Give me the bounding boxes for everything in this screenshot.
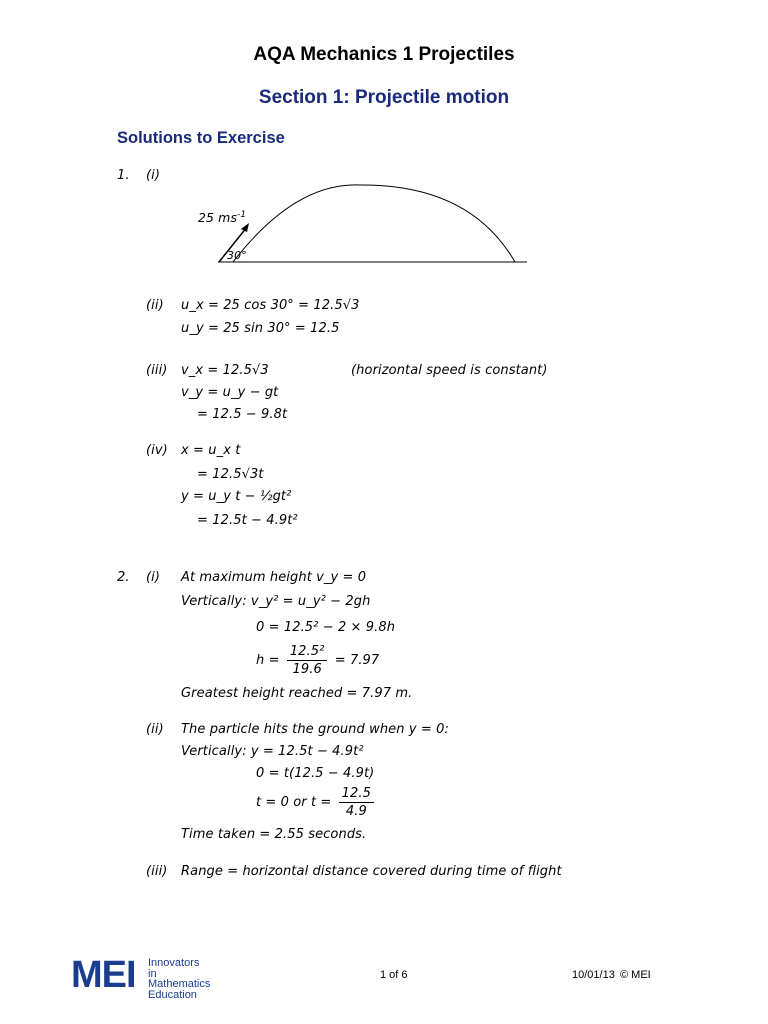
footer-date: 10/01/13	[572, 969, 615, 981]
fraction: $\frac{12.5}{4.9}$	[339, 785, 374, 820]
q1-part-iii-label: (iii)	[146, 363, 168, 378]
q1-iv-line3: y = u_y t − ½gt²	[181, 489, 292, 504]
solutions-heading: Solutions to Exercise	[117, 129, 285, 147]
fraction: $\frac{\text{12.5²}}{19.6}$	[287, 643, 328, 678]
q1-part-ii-label: (ii)	[146, 298, 164, 313]
q2-i-line2: Vertically: v_y² = u_y² − 2gh	[181, 594, 371, 609]
q2-number: 2.	[117, 570, 130, 585]
q2-i-line3: 0 = 12.5² − 2 × 9.8h	[256, 620, 396, 635]
q2-part-iii-label: (iii)	[146, 864, 168, 879]
q1-iii-line1: v_x = 12.5√3	[181, 363, 269, 378]
logo-letters: MEI	[71, 954, 136, 996]
section-title: Section 1: Projectile motion	[258, 87, 510, 108]
angle-label: 30°	[227, 249, 247, 262]
q2-i-line1: At maximum height v_y = 0	[181, 570, 367, 585]
q2-i-line5: Greatest height reached = 7.97 m.	[181, 686, 413, 701]
trajectory-curve	[233, 185, 515, 262]
q1-ii-line1: u_x = 25 cos 30° = 12.5√3	[181, 298, 360, 313]
document-title: AQA Mechanics 1 Projectiles	[253, 44, 515, 65]
q1-number: 1.	[117, 168, 130, 183]
page-number: 1 of 6	[380, 969, 408, 981]
logo-tagline: Innovators in Mathematics Education	[148, 957, 211, 1001]
q1-iv-line4: = 12.5t − 4.9t²	[197, 513, 298, 528]
q1-ii-line2: u_y = 25 sin 30° = 12.5	[181, 321, 340, 336]
q2-ii-line3: 0 = t(12.5 − 4.9t)	[256, 766, 375, 781]
q1-iii-line3: = 12.5 − 9.8t	[197, 407, 288, 422]
q1-part-i-label: (i)	[146, 168, 161, 183]
q2-i-line4: h = $\frac{\text{12.5²}}{19.6}$ = 7.97	[256, 644, 380, 677]
q1-iii-note: (horizontal speed is constant)	[351, 363, 548, 378]
q2-part-i-label: (i)	[146, 570, 161, 585]
q1-part-iv-label: (iv)	[146, 443, 168, 458]
q2-ii-line1: The particle hits the ground when y = 0:	[181, 722, 449, 737]
q1-iii-line2: v_y = u_y − gt	[181, 385, 279, 400]
q2-ii-line2: Vertically: y = 12.5t − 4.9t²	[181, 744, 364, 759]
q1-iv-line2: = 12.5√3t	[197, 467, 264, 482]
q2-iii-line1: Range = horizontal distance covered during time of flight	[181, 864, 562, 879]
trajectory-diagram	[215, 178, 533, 270]
q2-part-ii-label: (ii)	[146, 722, 164, 737]
speed-label: 25 $ms^{-1}$	[198, 210, 247, 226]
q1-iv-line1: x = u_x t	[181, 443, 241, 458]
q2-ii-line4: t = 0 or t = $\frac{12.5}{4.9}$	[256, 785, 377, 820]
footer-copyright: © MEI	[620, 969, 651, 981]
q2-ii-line5: Time taken = 2.55 seconds.	[181, 827, 367, 842]
